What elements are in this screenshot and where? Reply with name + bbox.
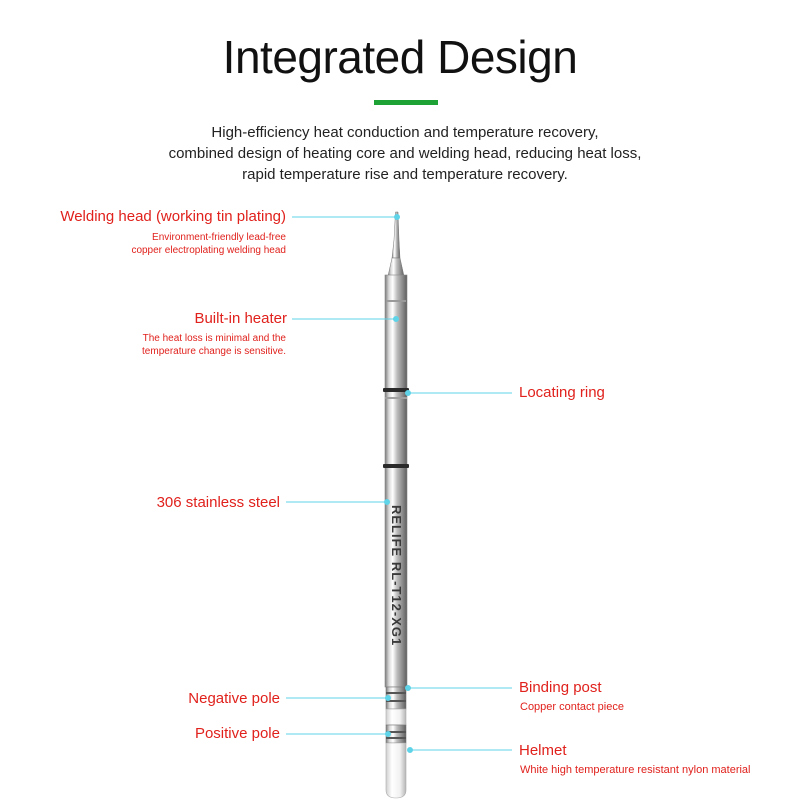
- desc-welding-head-line-1: Environment-friendly lead-free: [152, 232, 286, 243]
- description-line-1: High-efficiency heat conduction and temperature recovery,: [211, 124, 599, 141]
- label-positive-pole: Positive pole: [194, 725, 280, 742]
- description-line-3: rapid temperature rise and temperature recovery.: [242, 166, 568, 183]
- helmet-cap: [386, 743, 406, 798]
- shaft-band: [385, 397, 407, 399]
- label-negative-pole: Negative pole: [188, 690, 280, 707]
- desc-built-in-heater: [142, 332, 286, 358]
- desc-helmet: White high temperature resistant nylon material: [520, 764, 751, 776]
- label-binding-post: Binding post: [519, 679, 602, 696]
- description-line-2: combined design of heating core and welding head, reducing heat loss,: [168, 145, 642, 162]
- desc-welding-head-line-2: copper electroplating welding head: [131, 245, 286, 256]
- shaft-joint: [386, 300, 406, 302]
- locating-ring-2: [383, 464, 409, 468]
- desc-welding-head: [131, 231, 286, 257]
- label-welding-head: Welding head (working tin plating): [60, 208, 286, 225]
- desc-heater-line-2: temperature change is sensitive.: [142, 346, 286, 357]
- locating-ring-1: [383, 388, 409, 392]
- label-locating-ring: Locating ring: [519, 384, 605, 401]
- page-title: Integrated Design: [222, 31, 578, 83]
- label-helmet: Helmet: [519, 742, 567, 759]
- label-built-in-heater: Built-in heater: [194, 310, 287, 327]
- engraving-text: RELIFE RL-T12-XG1: [389, 505, 404, 647]
- desc-heater-line-1: The heat loss is minimal and the: [142, 333, 286, 344]
- insulator-upper: [386, 709, 406, 725]
- tip-taper: [388, 258, 404, 276]
- label-stainless-steel: 306 stainless steel: [156, 494, 280, 511]
- desc-binding-post: Copper contact piece: [520, 701, 624, 713]
